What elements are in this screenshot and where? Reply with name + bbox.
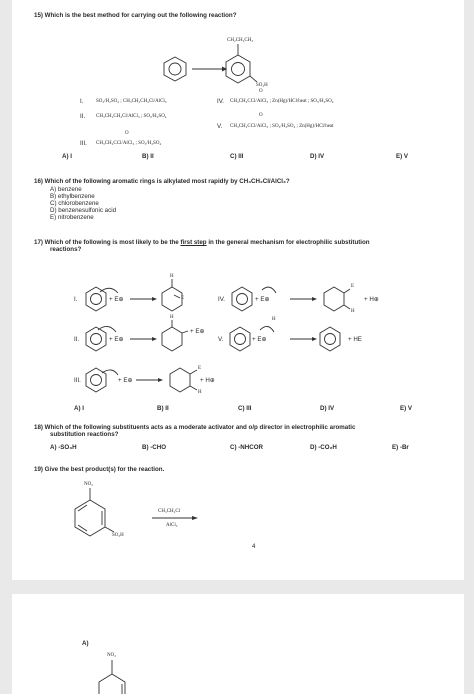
q15-opt4: CH₃CH₂CCl/AlCl₃ ; Zn(Hg)/HCl/heat ; SO₃/H₂SO₄ — [230, 99, 334, 104]
q19-so3h: SO₃H — [112, 533, 124, 538]
q18-answer-e[interactable]: E) -Br — [392, 444, 409, 451]
q17-question: 17) Which of the following is most likely to be the first step in the general mechanism for electrophilic substitution — [34, 239, 370, 246]
q17-label-1: I. — [74, 296, 78, 303]
q17-answer-a[interactable]: A) I — [74, 405, 84, 412]
q16-choice-a[interactable]: A) benzene — [50, 186, 82, 193]
q15-opt3-oxygen: O — [125, 131, 129, 136]
q15-opt1: SO₃/H₂SO₄ ; CH₃CH₂CH₂Cl/AlCl₃ — [96, 99, 167, 104]
q16-question: 16) Which of the following aromatic rings is alkylated most rapidly by CH₃CH₂Cl/AlCl₃? — [34, 178, 290, 185]
q16-choice-e[interactable]: E) nitrobenzene — [50, 214, 94, 221]
q17-label-4: IV. — [218, 296, 225, 303]
q19-reagent-top: CH₃CH₂Cl — [158, 509, 181, 514]
q17-v-plus-e: + E⊕ — [252, 336, 267, 343]
q17-ii-h: H — [170, 315, 174, 320]
q15-product-so3h: SO₃H — [256, 83, 268, 88]
q17-iii-plus-e: + E⊕ — [118, 377, 133, 384]
exam-page-1 — [12, 0, 464, 580]
q15-opt5-oxygen: O — [259, 113, 263, 118]
q19-question: 19) Give the best product(s) for the reaction. — [34, 466, 165, 473]
q15-question: 15) Which is the best method for carrying out the following reaction? — [34, 12, 237, 19]
q15-opt4-oxygen: O — [259, 89, 263, 94]
q17-v-h: H — [272, 317, 276, 322]
q19-no2: NO₂ — [84, 482, 93, 487]
q19-reagent-bottom: AlCl₃ — [166, 523, 178, 528]
q17-iv-e: E — [351, 284, 355, 289]
q17-iii-h: H — [198, 390, 202, 395]
q17-i-h: H — [170, 274, 174, 279]
q17-i-plus-e: + E⊕ — [109, 296, 124, 303]
q15-opt2-num: II. — [80, 113, 86, 120]
page2-structure — [12, 594, 464, 694]
q15-opt3-num: III. — [80, 140, 87, 147]
q15-opt2: CH₃CH₂CH₂Cl/AlCl₃ ; SO₃/H₂SO₄ — [96, 114, 167, 119]
q18-question-line2: substitution reactions? — [50, 431, 119, 438]
q15-opt5-num: V. — [217, 123, 223, 130]
q16-choice-d[interactable]: D) benzenesulfonic acid — [50, 207, 117, 214]
q16-choice-c[interactable]: C) chlorobenzene — [50, 200, 99, 207]
q17-answer-e[interactable]: E) V — [400, 405, 413, 412]
q15-answer-e[interactable]: E) V — [396, 153, 409, 160]
q18-question: 18) Which of the following substituents acts as a moderate activator and o/p director in electrophilic aromatic — [34, 424, 356, 431]
q15-answer-a[interactable]: A) I — [62, 153, 72, 160]
q15-opt4-num: IV. — [217, 98, 224, 105]
q15-opt5: CH₃CH₂CCl/AlCl₃ ; SO₃/H₂SO₄ ; Zn(Hg)/HCl/heat — [230, 124, 334, 129]
q15-answer-c[interactable]: C) III — [230, 153, 244, 160]
q18-answer-c[interactable]: C) -NHCOR — [230, 444, 263, 451]
q18-answer-b[interactable]: B) -CHO — [142, 444, 167, 451]
q17-iv-plus-h: + H⊕ — [364, 296, 379, 303]
page-number: 4 — [252, 543, 256, 550]
q15-product-propyl: CH₂CH₂CH₃ — [227, 38, 254, 43]
q15-answer-b[interactable]: B) II — [142, 153, 154, 160]
q17-v-plus-he: + HE — [348, 336, 362, 343]
q17-iii-plus-h: + H⊕ — [200, 377, 215, 384]
q17-iv-plus-e: + E⊕ — [255, 296, 270, 303]
q15-answer-d[interactable]: D) IV — [310, 153, 325, 160]
q17-iii-e: E — [198, 366, 202, 371]
exam-page-2 — [12, 594, 464, 694]
q17-answer-c[interactable]: C) III — [238, 405, 252, 412]
q17-question-line2: reactions? — [50, 246, 82, 253]
q17-answer-b[interactable]: B) II — [157, 405, 169, 412]
q17-ii-plus-e: + E⊕ — [109, 336, 124, 343]
q17-ii-plus-e-product: + E⊕ — [190, 328, 205, 335]
q17-label-2: II. — [74, 336, 80, 343]
q19-reactant — [12, 0, 464, 580]
q17-answer-d[interactable]: D) IV — [320, 405, 335, 412]
q18-answer-d[interactable]: D) -CO₂H — [310, 444, 337, 451]
q17-label-3: III. — [74, 377, 81, 384]
q15-opt1-num: I. — [80, 98, 84, 105]
q16-choice-b[interactable]: B) ethylbenzene — [50, 193, 95, 200]
q15-opt3: CH₃CH₂CCl/AlCl₃ ; SO₃/H₂SO₄ — [96, 141, 162, 146]
page2-answer-a[interactable]: A) — [82, 640, 89, 647]
q18-answer-a[interactable]: A) -SO₃H — [50, 444, 77, 451]
page2-no2: NO₂ — [107, 653, 116, 658]
q17-iv-h: H — [351, 309, 355, 314]
q17-label-5: V. — [218, 336, 224, 343]
q17-i-e: E — [181, 296, 185, 301]
